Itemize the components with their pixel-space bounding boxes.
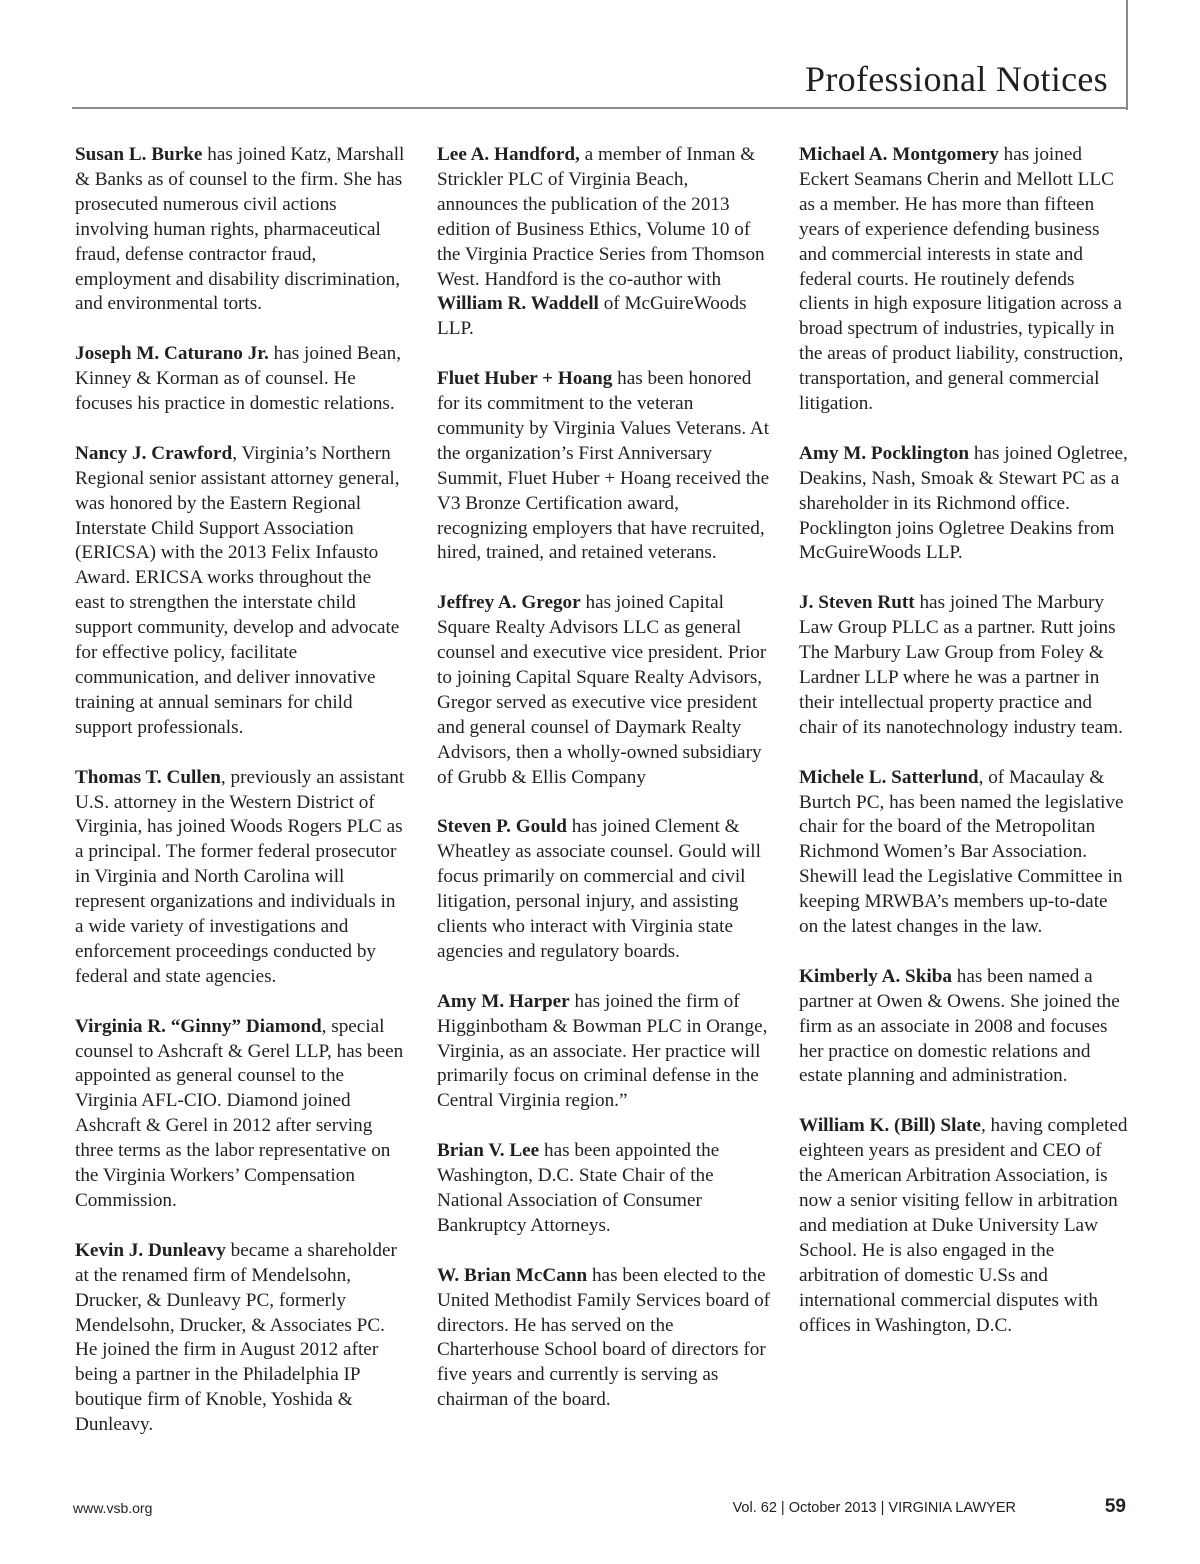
notice-montgomery: [799, 143, 1129, 417]
header-vertical-rule: [1126, 0, 1128, 110]
notice-handford: [437, 143, 772, 342]
notice-harper: [437, 990, 772, 1115]
notice-pocklington: [799, 442, 1129, 567]
notice-text: a member of Inman & Strickler PLC of Virginia Beach, announces the publication of the 2013 edition of Business Ethics, Volume 10 of the Virginia Practice Series from Thomson West. Handford is the co-author with: [437, 144, 765, 290]
notice-name: Thomas T. Cullen: [75, 766, 221, 788]
notice-name: Kevin J. Dunleavy: [75, 1239, 226, 1261]
notice-text-continued: of McGuireWoods LLP.: [437, 293, 747, 340]
notice-name: Brian V. Lee: [437, 1140, 540, 1162]
footer-website-link[interactable]: www.vsb.org: [73, 1500, 153, 1516]
notice-text: has been appointed the Washington, D.C. State Chair of the National Association of Consumer Bankruptcy Attorneys.: [437, 1140, 720, 1236]
notice-text: , having completed eighteen years as president and CEO of the American Arbitration Association, is now a senior visiting fellow in arbitration and mediation at Duke University Law School. He is also engaged in the arbitration of domestic U.Ss and international commercial disputes with offices in Washington, D.C.: [799, 1115, 1128, 1336]
notice-caturano: [75, 342, 405, 417]
notice-text: became a shareholder at the renamed firm of Mendelsohn, Drucker, & Dunleavy PC, formerly Mendelsohn, Drucker, & Associates PC. He joined the firm in August 2012 after being a partner in the Philadelphia IP boutique firm of Knoble, Yoshida & Dunleavy.: [75, 1239, 397, 1436]
notice-name: Joseph M. Caturano Jr.: [75, 343, 269, 365]
notice-name-secondary: William R. Waddell: [437, 293, 599, 315]
notice-name: Susan L. Burke: [75, 144, 203, 165]
notice-name: Amy M. Harper: [437, 990, 570, 1012]
column-2: [437, 143, 772, 1438]
notice-text: has joined Ogletree, Deakins, Nash, Smoak & Stewart PC as a shareholder in its Richmond office. Pocklington joins Ogletree Deakins from McGuireWoods LLP.: [799, 442, 1128, 564]
notice-dunleavy: [75, 1239, 405, 1438]
notice-name: Michele L. Satterlund: [799, 766, 979, 788]
notice-name: W. Brian McCann: [437, 1264, 588, 1286]
section-title: Professional Notices: [805, 59, 1108, 99]
notice-name: Steven P. Gould: [437, 816, 567, 838]
notice-text: has joined Clement & Wheatley as associate counsel. Gould will focus primarily on commercial and civil litigation, personal injury, and assisting clients who interact with Virginia state agencies and regulatory boards.: [437, 816, 761, 962]
notice-cullen: [75, 766, 405, 990]
footer-issue-info: Vol. 62 | October 2013 | VIRGINIA LAWYER: [732, 1500, 1016, 1516]
notice-text: has joined the firm of Higginbotham & Bowman PLC in Orange, Virginia, as an associate. Her practice will primarily focus on criminal defense in the Central Virginia region.”: [437, 990, 768, 1112]
notice-name: J. Steven Rutt: [799, 592, 915, 614]
notice-gould: [437, 815, 772, 964]
notice-lee: [437, 1139, 772, 1239]
notice-rutt: [799, 591, 1129, 740]
notice-text: has joined Eckert Seamans Cherin and Mellott LLC as a member. He has more than fifteen years of experience defending business and commercial interests in state and federal courts. He routinely defends clients in high exposure litigation across a broad spectrum of industries, typically in the areas of product liability, construction, transportation, and general commercial litigation.: [799, 144, 1124, 415]
notice-fluet-huber-hoang: [437, 367, 772, 566]
notice-burke: [75, 143, 405, 317]
notice-text: has joined Bean, Kinney & Korman as of counsel. He focuses his practice in domestic relations.: [75, 343, 401, 415]
notice-name: Virginia R. “Ginny” Diamond: [75, 1015, 322, 1037]
notice-crawford: [75, 442, 405, 741]
notice-text: , previously an assistant U.S. attorney in the Western District of Virginia, has joined Woods Rogers PLC as a principal. The former federal prosecutor in Virginia and North Carolina will represent organizations and individuals in a wide variety of investigations and enforcement proceedings conducted by federal and state agencies.: [75, 766, 405, 987]
notice-text: has joined Katz, Marshall & Banks as of counsel to the firm. She has prosecuted numerous civil actions involving human rights, pharmaceutical fraud, defense contractor fraud, employment and disability discrimination, and environmental torts.: [75, 144, 405, 315]
notice-name: Fluet Huber + Hoang: [437, 368, 613, 390]
notice-diamond: [75, 1015, 405, 1214]
notice-text: , Virginia’s Northern Regional senior assistant attorney general, was honored by the Eastern Regional Interstate Child Support Association (ERICSA) with the 2013 Felix Infausto Award. ERICSA works throughout the east to strengthen the interstate child support community, develop and advocate for effective policy, facilitate communication, and deliver innovative training at annual seminars for child support professionals.: [75, 442, 400, 738]
column-1: [75, 143, 405, 1463]
notice-text: has joined Capital Square Realty Advisors LLC as general counsel and executive vice president. Prior to joining Capital Square Realty Advisors, Gregor served as executive vice president and general counsel of Daymark Realty Advisors, then a wholly-owned subsidiary of Grubb & Ellis Company: [437, 592, 767, 788]
notice-name: Jeffrey A. Gregor: [437, 592, 581, 614]
header-horizontal-rule: [72, 107, 1128, 109]
notice-text: has joined The Marbury Law Group PLLC as a partner. Rutt joins The Marbury Law Group from Foley & Lardner LLP where he was a partner in their intellectual property practice and chair of its nanotechnology industry team.: [799, 592, 1123, 738]
notice-skiba: [799, 965, 1129, 1090]
notice-name: Amy M. Pocklington: [799, 442, 970, 464]
notice-satterlund: [799, 766, 1129, 940]
notice-name: Michael A. Montgomery: [799, 144, 999, 165]
notice-name: William K. (Bill) Slate: [799, 1115, 981, 1137]
notice-name: Lee A. Handford,: [437, 144, 580, 165]
column-3: [799, 143, 1129, 1363]
notice-name: Kimberly A. Skiba: [799, 965, 952, 987]
notice-text: has been honored for its commitment to the veteran community by Virginia Values Veterans. At the organization’s First Anniversary Summit, Fluet Huber + Hoang received the V3 Bronze Certification award, recognizing employers that have recruited, hired, trained, and retained veterans.: [437, 368, 770, 564]
notice-mccann: [437, 1264, 772, 1413]
page-number: 59: [1104, 1496, 1126, 1517]
notice-name: Nancy J. Crawford: [75, 442, 233, 464]
notice-text: has been elected to the United Methodist Family Services board of directors. He has served on the Charterhouse School board of directors for five years and currently is serving as chairman of the board.: [437, 1264, 771, 1411]
notice-text: has been named a partner at Owen & Owens. She joined the firm as an associate in 2008 and focuses her practice on domestic relations and estate planning and administration.: [799, 965, 1120, 1087]
notice-text: , special counsel to Ashcraft & Gerel LLP, has been appointed as general counsel to the Virginia AFL-CIO. Diamond joined Ashcraft & Gerel in 2012 after serving three terms as the labor representative on the Virginia Workers’ Compensation Commission.: [75, 1015, 404, 1211]
notice-gregor: [437, 591, 772, 790]
notice-slate: [799, 1114, 1129, 1338]
notice-text: , of Macaulay & Burtch PC, has been named the legislative chair for the board of the Metropolitan Richmond Women’s Bar Association. Shewill lead the Legislative Committee in keeping MRWBA’s members up-to-date on the latest changes in the law.: [799, 766, 1124, 938]
